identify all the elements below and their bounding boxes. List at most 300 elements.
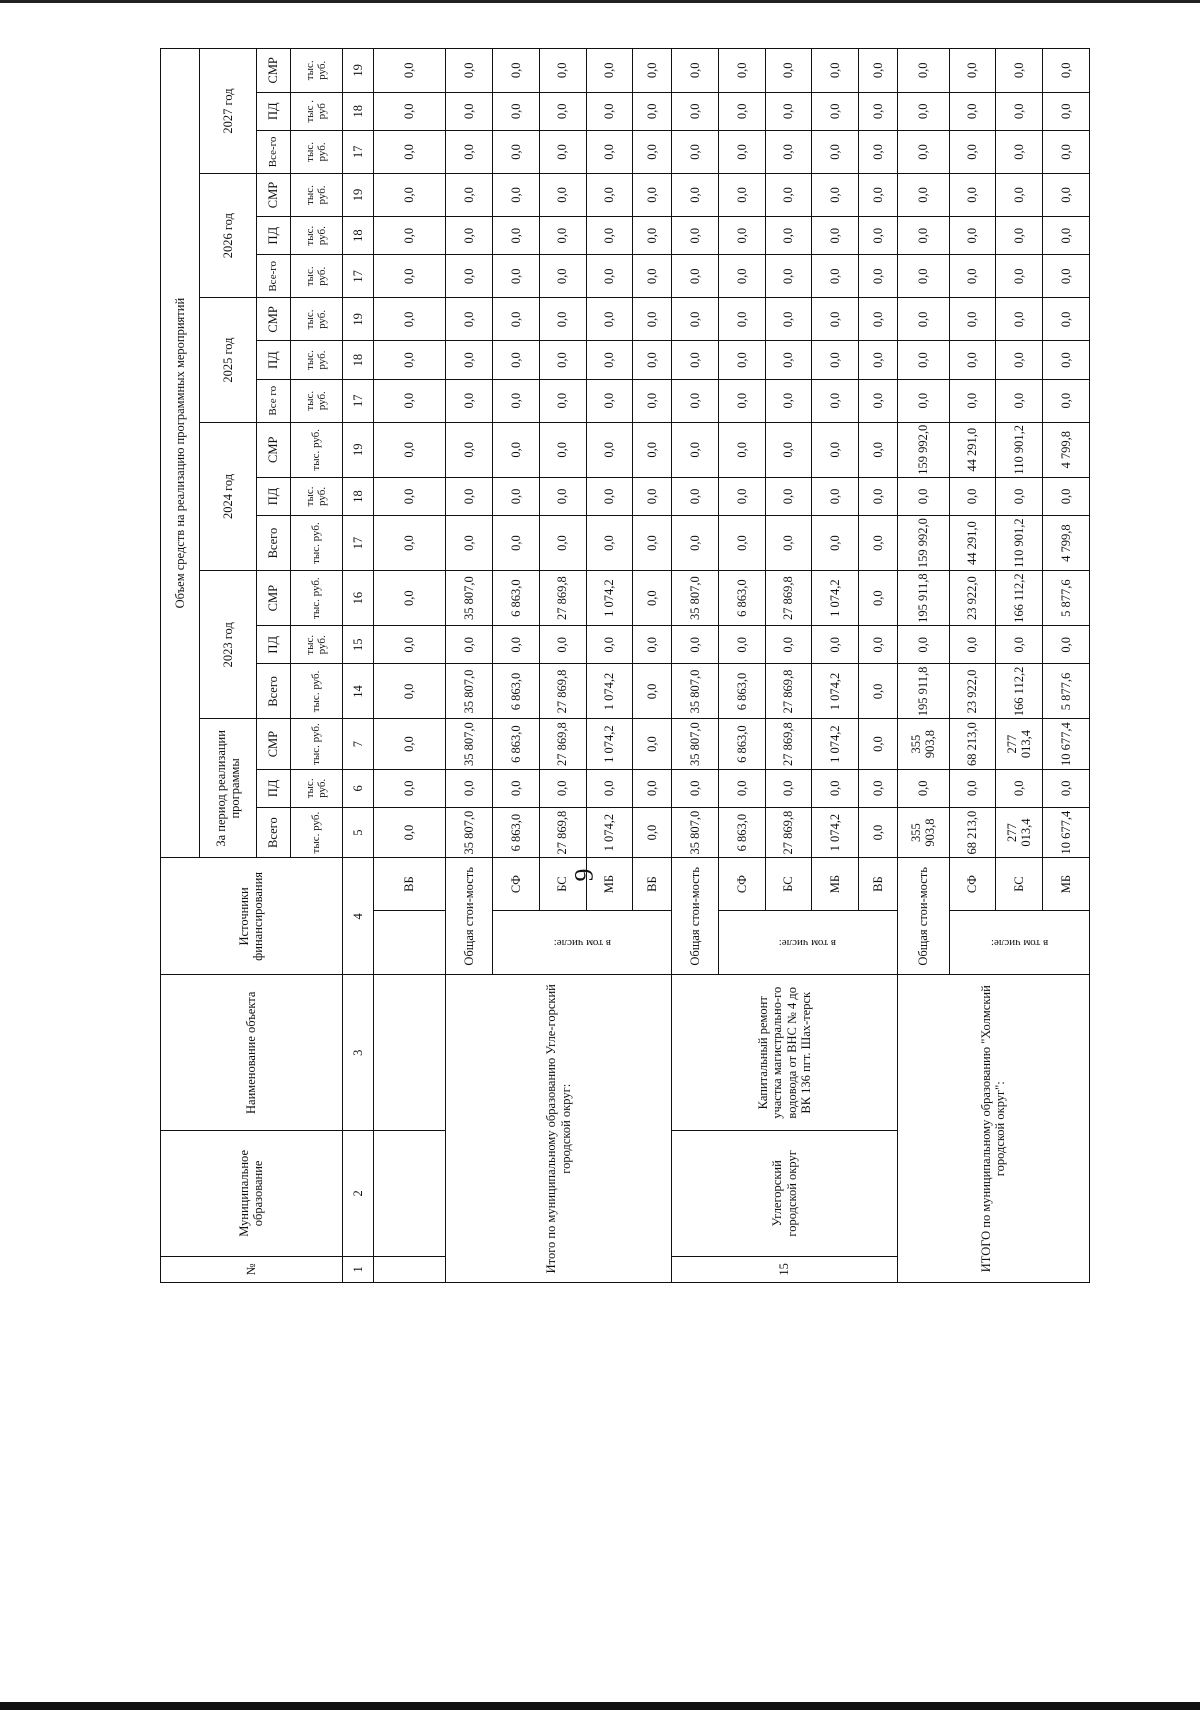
unit: тыс. руб. (290, 422, 342, 477)
col-num: 17 (342, 516, 373, 571)
in-that-label: в том числе: (718, 910, 897, 975)
table-cell: 0,0 (633, 173, 672, 216)
col-num: 6 (342, 769, 373, 807)
unit: тыс . руб (290, 92, 342, 130)
table-cell: 0,0 (897, 298, 949, 341)
header-source: Источники финансирования (161, 858, 343, 975)
source-mb: МБ (586, 858, 633, 911)
table-cell: 0,0 (858, 516, 897, 571)
unit: тыс. руб. (290, 664, 342, 719)
table-cell: 23 922,0 (949, 664, 996, 719)
table-cell: 0,0 (373, 379, 446, 422)
table-cell: 0,0 (897, 477, 949, 515)
table-cell: 0,0 (718, 626, 765, 664)
table-cell: 35 807,0 (446, 664, 493, 719)
header-year-2023: 2023 год (199, 571, 256, 719)
col-num: 18 (342, 341, 373, 379)
table-cell: 166 112,2 (996, 571, 1043, 626)
table-cell: 0,0 (446, 173, 493, 216)
table-cell: 44 291,0 (949, 422, 996, 477)
table-row (446, 49, 493, 1283)
object-municipality: Углегорский городской округ (672, 1131, 898, 1257)
col-num: 1 (342, 1256, 373, 1282)
table-cell: 0,0 (373, 217, 446, 255)
table-cell: 0,0 (493, 769, 540, 807)
table-cell: 0,0 (1043, 298, 1090, 341)
table-cell: 0,0 (765, 298, 812, 341)
table-cell: 0,0 (718, 130, 765, 173)
table-cell: 0,0 (539, 173, 586, 216)
table-cell: 0,0 (373, 255, 446, 298)
unit: тыс. руб. (290, 379, 342, 422)
table-cell: 1 074,2 (586, 571, 633, 626)
in-that-label: в том числе: (949, 910, 1089, 975)
table-cell: 0,0 (858, 626, 897, 664)
table-cell: 0,0 (493, 173, 540, 216)
header-object: Наименование объекта (161, 975, 343, 1131)
table-cell: 110 901,2 (996, 516, 1043, 571)
table-cell: 35 807,0 (446, 719, 493, 769)
table-cell: 159 992,0 (897, 422, 949, 477)
table-cell: 0,0 (996, 477, 1043, 515)
total-cost-label: Общая стои-мость (897, 858, 949, 975)
table-cell: 0,0 (493, 255, 540, 298)
table-cell: 0,0 (765, 379, 812, 422)
table-cell: 0,0 (812, 379, 859, 422)
table-cell: 1 074,2 (812, 807, 859, 857)
total-cost-label: Общая стои-мость (446, 858, 493, 975)
col-num: 19 (342, 298, 373, 341)
sub-smr: СМР (257, 173, 291, 216)
table-cell: 0,0 (446, 626, 493, 664)
table-cell: 0,0 (1043, 217, 1090, 255)
table-cell: 355 903,8 (897, 719, 949, 769)
table-cell: 0,0 (373, 719, 446, 769)
table-cell: 0,0 (539, 217, 586, 255)
table-cell: 0,0 (765, 173, 812, 216)
table-cell: 0,0 (812, 49, 859, 93)
table-cell: 0,0 (493, 379, 540, 422)
table-cell: 0,0 (949, 49, 996, 93)
table-cell: 0,0 (897, 217, 949, 255)
table-cell: 0,0 (633, 664, 672, 719)
table-cell: 0,0 (812, 341, 859, 379)
table-cell: 0,0 (1043, 92, 1090, 130)
sub-all: Всего (257, 807, 291, 857)
table-cell: 0,0 (493, 626, 540, 664)
table-cell: 35 807,0 (672, 664, 719, 719)
table-cell: 0,0 (586, 173, 633, 216)
table-cell: 0,0 (812, 92, 859, 130)
column-number-row (342, 49, 373, 1283)
source-vb: ВБ (373, 858, 446, 911)
table-cell: 0,0 (446, 255, 493, 298)
table-cell: 0,0 (1043, 173, 1090, 216)
in-that-label: в том числе: (493, 910, 672, 975)
table-cell: 0,0 (586, 379, 633, 422)
table-cell: 0,0 (812, 255, 859, 298)
col-num: 18 (342, 92, 373, 130)
table-cell: 0,0 (949, 217, 996, 255)
table-cell: 355 903,8 (897, 807, 949, 857)
table-cell: 27 869,8 (539, 664, 586, 719)
table-cell: 0,0 (539, 422, 586, 477)
table-cell: 0,0 (493, 298, 540, 341)
table-cell: 0,0 (373, 341, 446, 379)
header-municipality: Муниципальное образование (161, 1131, 343, 1257)
table-cell: 0,0 (718, 92, 765, 130)
table-cell: 0,0 (1043, 49, 1090, 93)
unit: тыс. руб. (290, 49, 342, 93)
table-cell: 0,0 (539, 341, 586, 379)
unit: тыс. руб. (290, 298, 342, 341)
table-cell: 5 877,6 (1043, 664, 1090, 719)
table-cell: 0,0 (1043, 255, 1090, 298)
table-cell: 4 799,8 (1043, 422, 1090, 477)
table-cell: 0,0 (672, 298, 719, 341)
table-cell: 23 922,0 (949, 571, 996, 626)
table-cell: 0,0 (858, 92, 897, 130)
table-cell: 0,0 (812, 769, 859, 807)
col-num: 17 (342, 130, 373, 173)
table-cell: 0,0 (586, 255, 633, 298)
table-cell: 0,0 (897, 379, 949, 422)
table-cell: 0,0 (633, 255, 672, 298)
table-cell: 110 901,2 (996, 422, 1043, 477)
header-year-2027: 2027 год (199, 49, 256, 174)
table-cell: 0,0 (446, 477, 493, 515)
table-cell: 6 863,0 (493, 719, 540, 769)
table-cell: 0,0 (373, 298, 446, 341)
table-cell: 0,0 (633, 807, 672, 857)
table-cell: 0,0 (672, 92, 719, 130)
table-cell: 0,0 (718, 422, 765, 477)
table-cell: 0,0 (373, 49, 446, 93)
table-cell: 0,0 (1043, 379, 1090, 422)
sub-smr: СМР (257, 571, 291, 626)
table-cell: 0,0 (539, 130, 586, 173)
table-cell: 0,0 (446, 217, 493, 255)
sub-all: Все-го (257, 255, 291, 298)
table-cell: 35 807,0 (672, 719, 719, 769)
table-cell: 0,0 (539, 516, 586, 571)
table-row (897, 49, 949, 1283)
table-cell: 68 213,0 (949, 719, 996, 769)
table-cell: 0,0 (858, 298, 897, 341)
table-cell: 0,0 (1043, 341, 1090, 379)
table-cell: 0,0 (765, 626, 812, 664)
table-cell: 5 877,6 (1043, 571, 1090, 626)
table-cell: 1 074,2 (586, 807, 633, 857)
table-cell: 0,0 (812, 516, 859, 571)
table-cell: 0,0 (586, 130, 633, 173)
sub-smr: СМР (257, 422, 291, 477)
table-cell: 0,0 (718, 298, 765, 341)
table-cell: 0,0 (765, 130, 812, 173)
table-cell: 0,0 (373, 92, 446, 130)
table-cell: 0,0 (633, 769, 672, 807)
unit: тыс. руб. (290, 255, 342, 298)
table-cell: 0,0 (858, 422, 897, 477)
table-cell: 0,0 (672, 516, 719, 571)
table-cell: 1 074,2 (586, 664, 633, 719)
table-cell: 0,0 (897, 255, 949, 298)
unit: тыс. руб. (290, 477, 342, 515)
table-cell: 0,0 (858, 255, 897, 298)
table-cell: 0,0 (373, 422, 446, 477)
col-num: 5 (342, 807, 373, 857)
table-cell: 0,0 (633, 719, 672, 769)
table-cell: 0,0 (493, 49, 540, 93)
table-cell: 0,0 (996, 130, 1043, 173)
source-sf: СФ (949, 858, 996, 911)
table-cell: 0,0 (858, 49, 897, 93)
table-cell: 195 911,8 (897, 664, 949, 719)
table-cell: 0,0 (493, 92, 540, 130)
table-cell: 0,0 (586, 422, 633, 477)
col-num: 16 (342, 571, 373, 626)
table-cell: 0,0 (765, 422, 812, 477)
source-bs: БС (539, 858, 586, 911)
table-cell: 1 074,2 (812, 571, 859, 626)
table-cell: 0,0 (897, 49, 949, 93)
table-cell: 0,0 (633, 92, 672, 130)
unit: тыс. руб. (290, 130, 342, 173)
source-mb: МБ (812, 858, 859, 911)
scan-edge-bottom (0, 1702, 1200, 1710)
table-cell: 0,0 (765, 217, 812, 255)
table-cell: 0,0 (858, 379, 897, 422)
table-cell: 0,0 (373, 173, 446, 216)
table-cell: 35 807,0 (672, 571, 719, 626)
table-cell: 4 799,8 (1043, 516, 1090, 571)
page-number: 9 (569, 868, 599, 882)
table-cell: 0,0 (949, 379, 996, 422)
sub-smr: СМР (257, 298, 291, 341)
table-cell: 0,0 (996, 769, 1043, 807)
table-cell: 0,0 (897, 92, 949, 130)
table-cell: 0,0 (539, 49, 586, 93)
table-cell: 0,0 (373, 769, 446, 807)
table-cell: 27 869,8 (765, 571, 812, 626)
table-cell: 0,0 (949, 92, 996, 130)
table-cell: 6 863,0 (718, 807, 765, 857)
table-cell: 1 074,2 (586, 719, 633, 769)
table-cell: 0,0 (633, 341, 672, 379)
table-cell: 0,0 (672, 422, 719, 477)
table-cell: 0,0 (493, 516, 540, 571)
table-cell: 0,0 (672, 477, 719, 515)
table-cell: 0,0 (949, 255, 996, 298)
table-cell: 0,0 (718, 769, 765, 807)
financing-table (160, 48, 1090, 1283)
col-num: 3 (342, 975, 373, 1131)
table-cell: 68 213,0 (949, 807, 996, 857)
table-cell: 0,0 (996, 626, 1043, 664)
table-cell: 0,0 (446, 49, 493, 93)
col-num: 2 (342, 1131, 373, 1257)
table-cell: 0,0 (633, 217, 672, 255)
table-cell: 0,0 (586, 92, 633, 130)
table-cell: 0,0 (633, 477, 672, 515)
table-cell: 0,0 (858, 130, 897, 173)
table-cell: 27 869,8 (765, 719, 812, 769)
table-cell: 0,0 (718, 379, 765, 422)
sub-all: Всего (257, 516, 291, 571)
table-cell: 0,0 (996, 379, 1043, 422)
col-num: 19 (342, 422, 373, 477)
table-cell: 0,0 (446, 92, 493, 130)
table-cell: 0,0 (996, 298, 1043, 341)
table-cell: 6 863,0 (493, 807, 540, 857)
table-cell: 0,0 (718, 217, 765, 255)
col-num: 17 (342, 379, 373, 422)
table-cell: 0,0 (897, 341, 949, 379)
table-cell: 10 677,4 (1043, 807, 1090, 857)
sub-all: Все-го (257, 130, 291, 173)
table-cell: 0,0 (493, 422, 540, 477)
sub-all: Всего (257, 664, 291, 719)
table-cell: 0,0 (765, 255, 812, 298)
source-bs: БС (996, 858, 1043, 911)
table-cell: 0,0 (812, 173, 859, 216)
table-cell: 0,0 (949, 130, 996, 173)
table-cell: 0,0 (718, 173, 765, 216)
table-cell: 0,0 (996, 49, 1043, 93)
table-cell: 0,0 (672, 173, 719, 216)
table-cell: 0,0 (586, 49, 633, 93)
table-cell: 0,0 (1043, 477, 1090, 515)
unit: тыс. руб. (290, 173, 342, 216)
table-cell: 0,0 (858, 769, 897, 807)
table-cell: 0,0 (633, 298, 672, 341)
table-row (672, 49, 719, 1283)
table-cell: 0,0 (858, 807, 897, 857)
table-cell: 0,0 (672, 341, 719, 379)
table-cell: 0,0 (996, 173, 1043, 216)
table-cell: 0,0 (765, 769, 812, 807)
unit: тыс. руб. (290, 217, 342, 255)
table-cell: 0,0 (949, 769, 996, 807)
table-cell: 0,0 (858, 571, 897, 626)
table-cell: 0,0 (858, 341, 897, 379)
unit: тыс. руб. (290, 341, 342, 379)
unit: тыс. руб. (290, 807, 342, 857)
table-cell: 0,0 (812, 130, 859, 173)
table-cell: 6 863,0 (493, 571, 540, 626)
sub-pd: ПД (257, 626, 291, 664)
table-cell: 0,0 (812, 477, 859, 515)
table-cell: 0,0 (996, 341, 1043, 379)
table-cell: 0,0 (949, 341, 996, 379)
table-cell: 0,0 (586, 769, 633, 807)
table-cell: 0,0 (373, 626, 446, 664)
rotated-table-stage (160, 48, 1090, 1283)
table-cell: 0,0 (718, 516, 765, 571)
object-name: Капитальный ремонт участка магистрально-го водовода от ВНС № 4 до ВК 136 пгт. Шах-терск (672, 975, 898, 1131)
table-cell: 0,0 (672, 626, 719, 664)
table-cell: 0,0 (812, 298, 859, 341)
table-cell: 0,0 (493, 130, 540, 173)
table-cell: 0,0 (949, 626, 996, 664)
table-cell: 0,0 (493, 341, 540, 379)
table-cell: 0,0 (586, 626, 633, 664)
source-vb: ВБ (633, 858, 672, 911)
table-cell: 0,0 (672, 769, 719, 807)
header-year-2024: 2024 год (199, 422, 256, 570)
table-cell: 0,0 (949, 298, 996, 341)
table-cell: 35 807,0 (672, 807, 719, 857)
table-cell: 0,0 (586, 341, 633, 379)
table-cell: 0,0 (633, 130, 672, 173)
table-cell: 0,0 (493, 477, 540, 515)
table-cell: 0,0 (373, 571, 446, 626)
table-cell: 277 013,4 (996, 807, 1043, 857)
table-cell: 0,0 (672, 49, 719, 93)
table-cell: 159 992,0 (897, 516, 949, 571)
table-cell: 166 112,2 (996, 664, 1043, 719)
unit: тыс. руб. (290, 626, 342, 664)
sub-pd: ПД (257, 341, 291, 379)
col-num: 15 (342, 626, 373, 664)
table-cell: 0,0 (586, 217, 633, 255)
sub-pd: ПД (257, 217, 291, 255)
table-cell: 0,0 (373, 807, 446, 857)
table-cell: 0,0 (858, 664, 897, 719)
object-number: 15 (672, 1256, 898, 1282)
source-vb: ВБ (858, 858, 897, 911)
table-cell: 0,0 (539, 298, 586, 341)
table-cell: 0,0 (858, 173, 897, 216)
table-cell: 0,0 (633, 379, 672, 422)
table-cell: 0,0 (949, 173, 996, 216)
table-cell: 6 863,0 (718, 571, 765, 626)
col-num: 17 (342, 255, 373, 298)
table-cell: 1 074,2 (812, 664, 859, 719)
table-cell: 0,0 (897, 173, 949, 216)
table-cell: 27 869,8 (539, 807, 586, 857)
table-cell: 0,0 (586, 477, 633, 515)
table-cell: 0,0 (949, 477, 996, 515)
table-cell: 0,0 (858, 217, 897, 255)
table-cell: 0,0 (718, 49, 765, 93)
table-cell: 0,0 (633, 49, 672, 93)
table-cell: 0,0 (539, 477, 586, 515)
table-cell: 0,0 (539, 255, 586, 298)
sub-pd: ПД (257, 477, 291, 515)
source-sf: СФ (493, 858, 540, 911)
table-cell: 0,0 (765, 92, 812, 130)
table-cell: 0,0 (1043, 626, 1090, 664)
table-row (373, 49, 446, 1283)
table-cell: 0,0 (996, 92, 1043, 130)
table-cell: 195 911,8 (897, 571, 949, 626)
table-cell: 0,0 (539, 626, 586, 664)
col-num: 7 (342, 719, 373, 769)
block-title: Итого по муниципальному образованию Угле-горский городской округ: (446, 975, 672, 1283)
table-cell: 27 869,8 (765, 664, 812, 719)
col-num: 4 (342, 858, 373, 975)
table-cell: 0,0 (996, 255, 1043, 298)
col-num: 18 (342, 477, 373, 515)
table-cell: 6 863,0 (718, 719, 765, 769)
table-cell: 0,0 (446, 298, 493, 341)
header-n: № (161, 1256, 343, 1282)
table-cell: 0,0 (812, 422, 859, 477)
col-num: 19 (342, 49, 373, 93)
table-cell: 0,0 (897, 769, 949, 807)
table-cell: 0,0 (718, 477, 765, 515)
